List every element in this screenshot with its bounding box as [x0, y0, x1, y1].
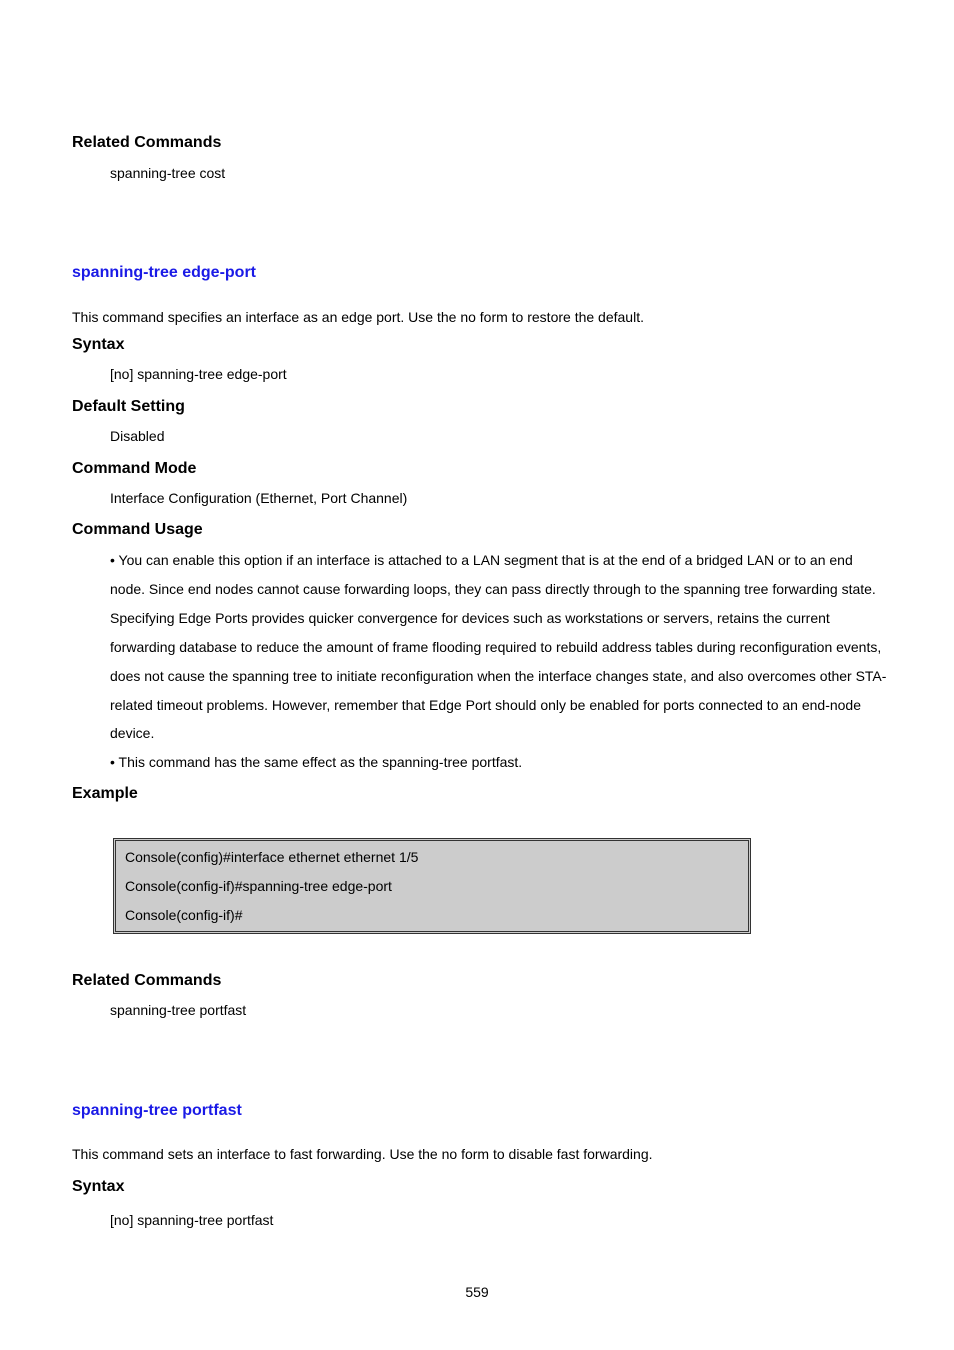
syntax-value: [no] spanning-tree portfast	[110, 1212, 274, 1228]
related-command-link: spanning-tree cost	[110, 165, 226, 181]
command-mode-heading: Command Mode	[72, 460, 197, 477]
command-usage-heading: Command Usage	[72, 521, 203, 538]
console-line: Console(config-if)#spanning-tree edge-port	[125, 878, 392, 894]
console-line: Console(config)#interface ethernet ethernet 1/5	[125, 849, 419, 865]
command-mode-value: Interface Configuration (Ethernet, Port Channel)	[110, 490, 408, 506]
command-usage-list	[110, 546, 890, 777]
syntax-heading: Syntax	[72, 336, 125, 353]
page-number: 559	[465, 1284, 489, 1300]
command-title-edge-port: spanning-tree edge-port	[72, 264, 257, 281]
command-description: This command sets an interface to fast forwarding. Use the no form to disable fast forwarding.	[72, 1146, 653, 1162]
default-setting-heading: Default Setting	[72, 398, 185, 415]
syntax-heading: Syntax	[72, 1178, 125, 1195]
related-commands-heading: Related Commands	[72, 134, 222, 151]
usage-item: • You can enable this option if an interface is attached to a LAN segment that is at the end of a bridged LAN or to an end node. Since end nodes cannot cause forwarding loops, they can pass directly through to the spanning tree forwarding state. Specifying Edge Ports provides quicker convergence for devices such as workstations or servers, retains the current forwarding database to reduce the amount of frame flooding required to rebuild address tables during reconfiguration events, does not cause the spanning tree to initiate reconfiguration when the interface changes state, and also overcomes other STA-related timeout problems. However, remember that Edge Port should only be enabled for ports connected to an end-node device.	[110, 552, 887, 742]
usage-item: • This command has the same effect as the spanning-tree portfast.	[110, 754, 523, 771]
related-command-link: spanning-tree portfast	[110, 1002, 247, 1018]
console-example-box	[113, 838, 751, 934]
syntax-value: [no] spanning-tree edge-port	[110, 366, 287, 382]
console-line: Console(config-if)#	[125, 907, 243, 923]
default-setting-value: Disabled	[110, 428, 165, 444]
example-heading: Example	[72, 785, 138, 802]
related-commands-heading: Related Commands	[72, 972, 222, 989]
command-description: This command specifies an interface as an edge port. Use the no form to restore the default.	[72, 309, 644, 325]
command-title-portfast: spanning-tree portfast	[72, 1102, 242, 1119]
